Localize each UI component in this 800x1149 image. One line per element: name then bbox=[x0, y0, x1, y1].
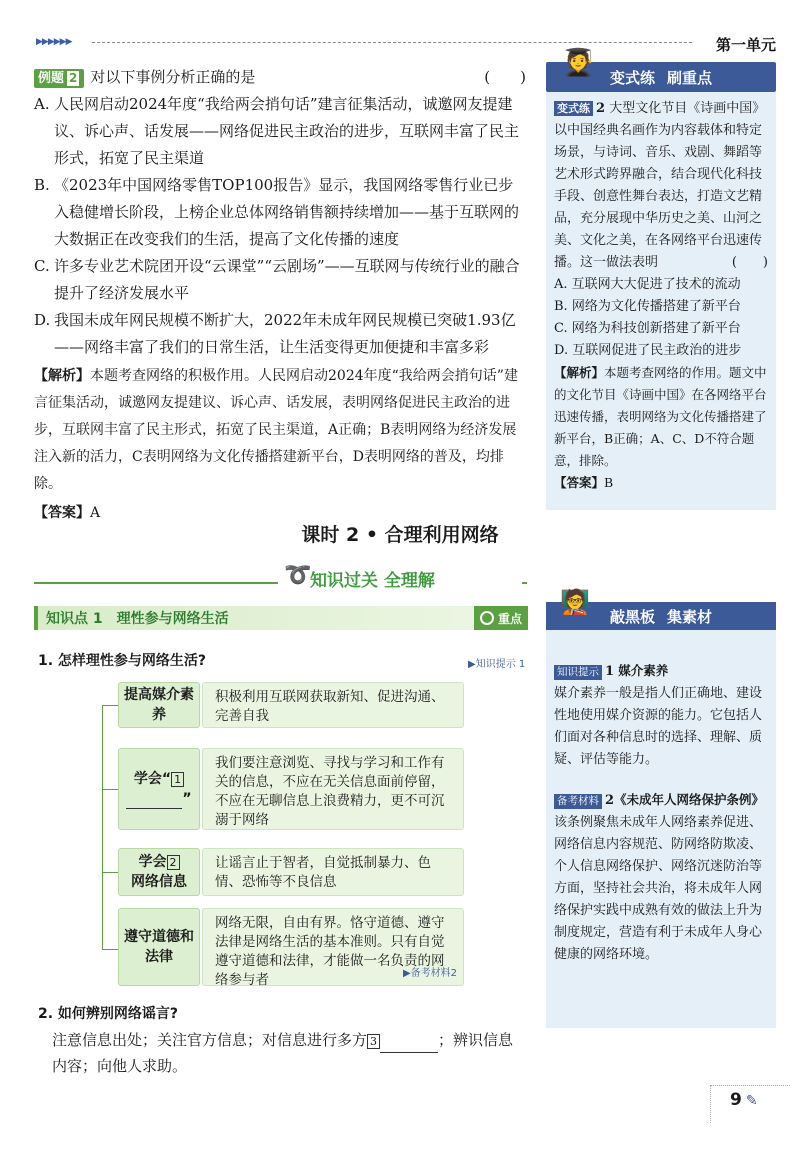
variant-banner: 🧑‍🎓 变式练 刷重点 bbox=[546, 62, 776, 92]
mindmap-node-media-literacy: 提高媒介素养 bbox=[118, 682, 200, 728]
key-badge: 重点 bbox=[474, 606, 528, 630]
mindmap-desc-blank-2: 让谣言止于智者，自觉抵制暴力、色情、恐怖等不良信息 bbox=[202, 848, 464, 896]
mindmap-branch bbox=[102, 949, 118, 950]
mindmap-branch bbox=[102, 789, 118, 790]
mindmap-desc-law: 网络无限，自由有界。恪守道德、遵守法律是网络生活的基本准则。只有自觉遵守道德和法律，才能做一名负责的网络参与者 ▶备考材料2 bbox=[202, 908, 464, 986]
mindmap-node-blank-1: 学会“ 1 ” bbox=[118, 748, 200, 830]
tip-1-heading: 知识提示 1 媒介素养 bbox=[554, 660, 768, 683]
question-2-answer: 注意信息出处；关注官方信息；对信息进行多方 3 ；辨识信息内容；向他人求助。 bbox=[52, 1031, 514, 1075]
header-divider bbox=[92, 42, 692, 43]
knowledge-hint-link[interactable]: ▶知识提示 1 bbox=[468, 659, 526, 670]
blackboard-panel bbox=[546, 588, 776, 1028]
fill-blank[interactable] bbox=[380, 1039, 438, 1053]
example-paren: ( ) bbox=[484, 68, 526, 86]
variant-analysis: 【解析】本题考查网络的作用。题文中的文化节目《诗画中国》在各网络平台迅速传播，表明网络为文化传播搭建了新平台，B正确；A、C、D不符合题意，排除。 bbox=[554, 365, 767, 468]
option-c: C. 许多专业艺术院团开设“云课堂”“云剧场”——互联网与传统行业的融合提升了经济发展水平 bbox=[34, 257, 520, 302]
blank-number: 3 bbox=[367, 1034, 380, 1049]
knowledge-point-bar: 知识点 1 理性参与网络生活 重点 bbox=[34, 606, 528, 630]
example-analysis: 【解析】本题考查网络的积极作用。人民网启动2024年度“我给两会捎句话”建言征集活动，诚邀网友提建议、诉心声、话发展，表明网络促进民主政治的进步，互联网丰富了民主形式，拓宽了民主渠道，A正确；B表明网络为经济发展注入新的活力，C表明网络为文化传播搭建新平台，D表明网络的普及，均排除。 bbox=[34, 368, 518, 492]
variant-tag: 变式练 bbox=[554, 101, 593, 116]
tip-1-tag: 知识提示 bbox=[554, 665, 602, 680]
mindmap-branch bbox=[102, 872, 118, 873]
blank-number: 2 bbox=[167, 855, 180, 870]
unit-title: 第一单元 bbox=[715, 36, 776, 54]
example-num: 2 bbox=[66, 70, 80, 87]
variant-body bbox=[546, 92, 776, 510]
mindmap-node-blank-2: 学会 2 网络信息 bbox=[118, 848, 200, 896]
option-b: B. 《2023年中国网络零售TOP100报告》显示，我国网络零售行业已步入稳健增长阶段，上榜企业总体网络销售额持续增加——基于互联网的大数据正在改变我们的生活，提高了文化传播的速度 bbox=[34, 176, 520, 248]
tip-2-tag: 备考材料 bbox=[554, 794, 602, 809]
option-a: A. 人民网启动2024年度“我给两会捎句话”建言征集活动，诚邀网友提建议、诉心声、话发展——网络促进民主政治的进步，互联网丰富了民主形式，拓宽了民主渠道 bbox=[34, 95, 520, 167]
mindmap-desc-blank-1: 我们要注意浏览、寻找与学习和工作有关的信息，不应在无关信息面前停留，不应在无聊信息上浪费精力，更不可沉溺于网络 bbox=[202, 748, 464, 830]
example-tag: 例题 2 bbox=[34, 69, 84, 88]
exam-material-link[interactable]: ▶备考材料2 bbox=[402, 968, 457, 979]
variant-option-d: D. 互联网促进了民主政治的进步 bbox=[554, 343, 742, 358]
option-d: D. 我国未成年网民规模不断扩大，2022年未成年网民规模已突破1.93亿——网络丰富了我们的日常生活，让生活变得更加便捷和丰富多彩 bbox=[34, 311, 516, 356]
student-icon: 🧑‍🏫 bbox=[560, 588, 590, 616]
swirl-icon: ➰ bbox=[284, 563, 312, 588]
question-2: 2. 如何辨别网络谣言? bbox=[38, 1006, 179, 1022]
blackboard-body bbox=[546, 630, 776, 1028]
page-number: 9 ✎ bbox=[730, 1090, 758, 1110]
mindmap-desc-media-literacy: 积极利用互联网获取新知、促进沟通、完善自我 bbox=[202, 682, 464, 728]
variant-stem: 变式练 2 大型文化节目《诗画中国》以中国经典名画作为内容载体和特定场景，与诗词、音乐、戏剧、舞蹈等艺术形式跨界融合，结合现代化科技手段、创意性舞台表达，打造文艺精品，充分展现中华历史之美、山河之美、文化之美，在各网络平台迅速传播。这一做法表明 ( ) bbox=[554, 101, 768, 270]
tip-1-text: 媒介素养一般是指人们正确地、建设性地使用媒介资源的能力。它包括人们面对各种信息时的选择、理解、质疑、评估等能力。 bbox=[554, 686, 763, 767]
lesson-title: 课时 2 • 合理利用网络 bbox=[301, 524, 499, 546]
fill-blank[interactable] bbox=[126, 795, 182, 809]
mindmap-branch bbox=[102, 705, 118, 706]
section-heading: ➰ 知识过关 全理解 bbox=[278, 566, 522, 591]
example-stem-text: 对以下事例分析正确的是 bbox=[90, 68, 256, 86]
mindmap-trunk bbox=[102, 705, 103, 949]
tip-2-heading: 备考材料 2《未成年人网络保护条例》 bbox=[554, 789, 768, 812]
blackboard-banner: 🧑‍🏫 敲黑板 集素材 bbox=[546, 602, 776, 630]
blank-number: 1 bbox=[171, 772, 184, 787]
question-1: 1. 怎样理性参与网络生活? bbox=[38, 653, 207, 669]
target-icon bbox=[480, 611, 494, 625]
pen-icon: ✎ bbox=[745, 1093, 758, 1109]
variant-panel bbox=[546, 48, 776, 510]
header-arrows: ▶▶▶▶▶▶ bbox=[36, 37, 72, 47]
mindmap-node-law: 遵守道德和法律 bbox=[118, 908, 200, 986]
variant-answer: 【答案】B bbox=[554, 475, 614, 490]
example-question bbox=[34, 64, 526, 527]
variant-option-a: A. 互联网大大促进了技术的流动 bbox=[554, 277, 741, 292]
example-stem bbox=[34, 64, 526, 91]
variant-option-c: C. 网络为科技创新搭建了新平台 bbox=[554, 321, 741, 336]
variant-option-b: B. 网络为文化传播搭建了新平台 bbox=[554, 299, 741, 314]
student-icon: 🧑‍🎓 bbox=[562, 48, 595, 78]
tip-2-text: 该条例聚焦未成年人网络素养促进、网络信息内容规范、防网络防欺凌、个人信息网络保护、网络沉迷防治等方面，坚持社会共治，将未成年人网络保护实践中成熟有效的做法上升为制度规定，营造有利于未成年人身心健康的网络环境。 bbox=[554, 815, 763, 962]
example-answer: 【答案】A bbox=[34, 505, 101, 521]
